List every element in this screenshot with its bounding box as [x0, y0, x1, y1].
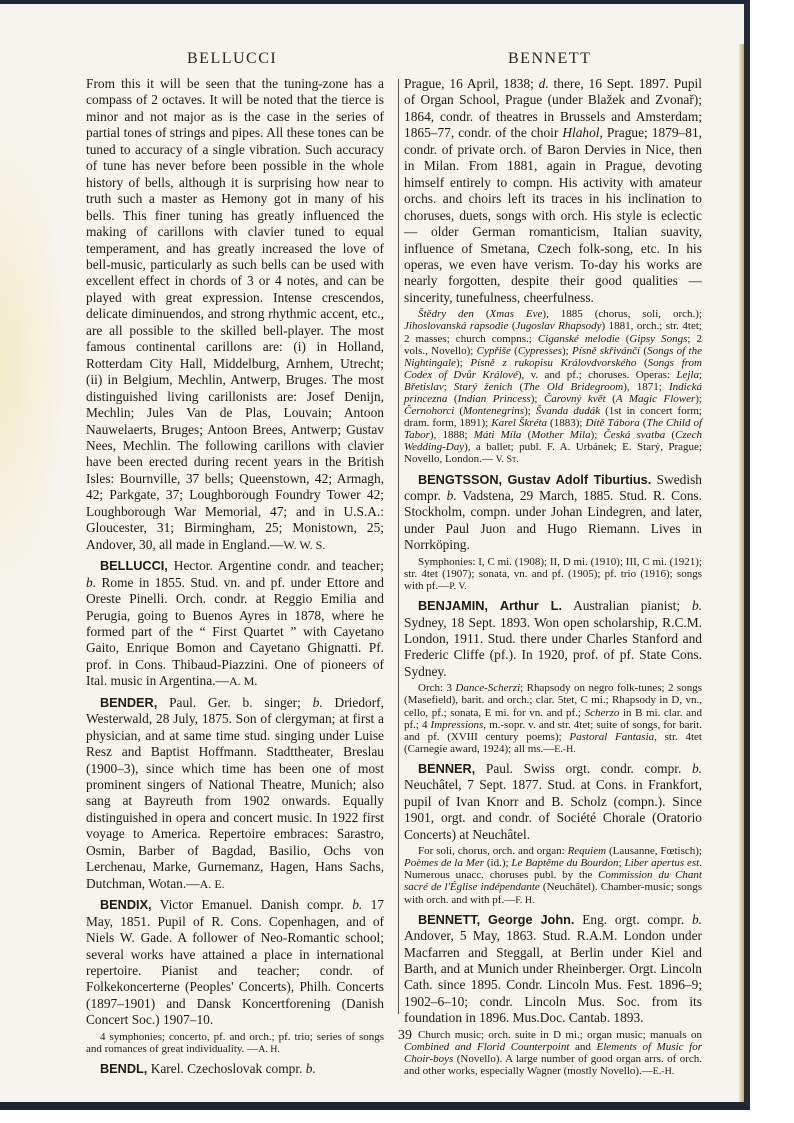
page-number: 39 [398, 1028, 412, 1043]
italic-text: Jihoslovanská rapsodie [404, 320, 509, 333]
text-span: ( [640, 344, 648, 357]
dictionary-entry [404, 598, 702, 680]
text-span: ; [443, 380, 454, 393]
italic-text: Songs from Codex of Dvůr Králové [404, 356, 702, 381]
author-initials: V. St. [495, 454, 519, 466]
text-span: Prague; 1879–81, condr. of private orch. of Baron Dervies in Nice, then in Milan. From 1881, again in Prague, devoting himself entirely to compn. His activity with amateur orchs. and choirs left its traces in his inclination to choruses, duets, songs with orch. His style is eclectic — older German romanticism, Italian suavity, influence of Smetana, Czech folk-song, etc. In his operas, we even have verism. To-day his works are nearly forgotten, despite their good qualities — sincerity, tunefulness, cheerfulness. [404, 125, 702, 305]
text-span: ( [605, 393, 616, 405]
author-initials: F. H. [515, 894, 535, 906]
text-span: ( [447, 393, 458, 405]
italic-text: The Child of Tabor [404, 417, 703, 442]
text-span: and [569, 1040, 597, 1053]
text-span: Australian pianist; [562, 598, 692, 614]
entry-headword: Gustav Adolf Tiburtius. [507, 471, 652, 487]
italic-text: b. [446, 488, 457, 504]
italic-text: Liber apertus est [624, 857, 700, 870]
italic-text: Lejla [676, 368, 699, 381]
dictionary-entry [86, 695, 384, 892]
entry-headword: George John. [487, 911, 575, 927]
left-column [86, 76, 384, 1077]
italic-text: Requiem [567, 845, 607, 858]
italic-text: b. [86, 574, 97, 590]
italic-text: A Magic Flower [615, 393, 696, 405]
right-column [404, 76, 702, 1080]
text-span: Hector. Argentine condr. and teacher; [167, 558, 384, 574]
text-span: ); [562, 344, 573, 357]
text-span: ; [698, 368, 703, 381]
text-span: Sydney, 18 Sept. 1893. Won open scholarship, R.C.M. London, 1911. Stud. there under Charles Stanford and Frederic Cliffe (pf.). In 1920, prof. of pf. State Cons. Sydney. [404, 614, 702, 679]
italic-text: Písně z rukopisu Královdvorského [470, 356, 637, 369]
author-initials: A. H. [258, 1043, 280, 1055]
dictionary-entry [86, 897, 384, 1029]
italic-text: Cypresses [517, 344, 563, 357]
italic-text: b. [691, 911, 702, 927]
text-span: ); [530, 393, 544, 405]
text-span [488, 598, 500, 613]
text-span: 4 symphonies; concerto, pf. and orch.; pf. trio; series of songs and romances of great individuality. — [86, 1030, 384, 1055]
dictionary-entry [404, 761, 702, 843]
text-span: ), v. and pf.; choruses. Operas: [517, 368, 677, 381]
text-span: , str. 4tet (Carnegie award, 1924); all ms.— [404, 730, 702, 755]
text-span: ); [695, 393, 702, 405]
works-note [404, 682, 702, 756]
italic-text: Hlahol, [562, 125, 603, 141]
italic-text: Scherzo [584, 706, 620, 719]
italic-text: Impressions [430, 718, 484, 731]
entry-headword: BENGTSSON, [418, 471, 503, 487]
entry-headword: BENJAMIN, [418, 598, 488, 614]
italic-text: Dance-Scherzi [455, 682, 521, 695]
text-span: Eng. orgt. compr. [574, 911, 692, 927]
text-span: ( [521, 429, 532, 442]
text-span: in B mi. clar. and pf.; 4 [404, 706, 702, 731]
text-span: ), 1888; [429, 429, 474, 442]
text-span: ); [590, 429, 604, 442]
italic-text: Písně skřivánčí [572, 344, 641, 357]
text-span: 17 May, 1851. Pupil of R. Cons. Copenhagen, and of Niels W. Gade. A follower of Neo-Romantic school; several works have attained a place in international repertoire. Pianist and teacher; condr. of Folkekoncerterne (Peoples' Concerts), Philh. Concerts (1897–1901) and Dansk Koncertforening (Danish Concert Soc.) 1907–10. [86, 897, 384, 1028]
italic-text: Poèmes de la Mer [404, 857, 485, 870]
column-divider [398, 79, 399, 1014]
text-span: ); [524, 405, 536, 418]
entry-headword: Arthur L. [499, 598, 562, 614]
text-span: (1883); [547, 417, 586, 430]
text-span: Neuchâtel, 7 Sept. 1877. Stud. at Cons. in Frankfort, pupil of Ivan Knorr and B. Scholz (compn.). Since 1901, orgt. and condr. of Société Chorale (Oratorio Concerts) at Neuchâtel. [404, 777, 702, 842]
text-span: Karel. Czechoslovak compr. [147, 1061, 306, 1077]
author-initials: A. E. [199, 876, 225, 891]
entry-headword: BENNER, [418, 760, 476, 776]
italic-text: Le Baptême du Bourdon [511, 857, 619, 870]
italic-text: Dítě Tábora [585, 417, 640, 430]
italic-text: b. [691, 760, 702, 776]
works-note [404, 1029, 702, 1078]
works-note [404, 845, 702, 906]
italic-text: Cypřiše [476, 344, 511, 357]
italic-text: Commission du Chant sacré de l'Église indépendante [404, 869, 702, 894]
text-span: . Numerous unacc. choruses publ. by the [404, 857, 702, 882]
continued-text [86, 76, 384, 553]
text-span: (1st in concert form; dram. form, 1891); [404, 405, 702, 430]
text-span: ; 2 vols., Novello); [404, 332, 702, 357]
italic-text: Xmas Eve [489, 308, 543, 321]
dictionary-entry [86, 558, 384, 690]
paper-stain [0, 124, 70, 604]
text-span: ( [619, 332, 630, 345]
continued-text [404, 76, 702, 306]
text-span: ), 1871; [623, 380, 670, 393]
text-span: ( [636, 356, 648, 369]
text-span: From this it will be seen that the tuning-zone has a compass of 2 octaves. It will be noted that the tierce is minor and not major as is the case in the series of partial tones of strings and pipes. All these tones can be tuned to accuracy of a single vibration. Such accuracy of tune has never before been possible in the whole history of bells, although it is surprising how near to truth such a master as Hemony got in many of his bells. This finer tuning has greatly influenced the making of carillons with clavier tuned to equal temperament, and has greatly increased the love of bell-music, particularly as such bells can be used with excellent effect in chords of 3 or 4 notes, and can be played with great expression. Intense crescendos, delicate diminuendos, and strong rhythmic accent, etc., are all possible to the skilled bell-player. The most famous continental carillons are: (i) in Holland, Rotterdam City Hall, Middelburg, Arnhem, Utrecht; (ii) in Belgium, Mechlin, Antwerp, Bruges. The most distinguished living carillonists are: Josef Denijn, Mechlin; Jules Van de Plas, Louvain; Antoon Nauwelaerts, Bruges; Antoon Brees, Antwerp; Gustav Nees, Mechlin. The following carillons with clavier have been erected during recent years in the British Isles: Bournville, 37 bells; Queenstown, 42; Armagh, 42; Parkgate, 37; Loughborough Foundry Tower 42; Loughborough War Memorial, 47; and in U.S.A.: Gloucester, 31; Birmingham, 25; Monistown, 25; Andover, 30, all made in England.— [86, 76, 384, 552]
text-span: Prague, 16 April, 1838; [404, 76, 539, 91]
author-initials: E.-H. [652, 1066, 675, 1078]
italic-text: b. [305, 1061, 316, 1077]
works-note [86, 1031, 384, 1056]
text-span: ); [455, 356, 471, 369]
italic-text: Karel Škréta [491, 417, 548, 430]
italic-text: Jugoslav Rhapsody [515, 320, 602, 333]
text-span: Orch: 3 [418, 682, 456, 695]
entry-headword: BENDIX, [100, 897, 152, 913]
italic-text: Česká svatba [603, 429, 666, 442]
text-span: ; Rhapsody on negro folk-tunes; 2 songs (Masefield), barit. and orch.; clar. 5tet, C mi.; Rhapsody in D, vn., cello, pf.; sonata, E mi. for vn. and pf.; [404, 682, 702, 719]
text-span: Paul. Swiss orgt. condr. compr. [475, 760, 692, 776]
italic-text: Czech Wedding-Day [404, 429, 702, 454]
text-span: ; [618, 857, 625, 870]
text-span: Rome in 1855. Stud. vn. and pf. under Ettore and Oreste Pinelli. Orch. condr. at Reggio Emilia and Perugia, going to Buenos Ayres in 1878, where he formed part of the “ First Quartet ” with Cayetano Gaito, Enrique Bomon and Cayetano Ghignatti. Pf. prof. in Cons. Thibaud-Piazzini. One of pioneers of Ital. music in Argentina.— [86, 574, 384, 689]
entry-headword: BENDL, [100, 1061, 148, 1077]
text-span: ( [512, 380, 524, 393]
italic-text: d. [538, 76, 549, 91]
italic-text: Montenegrins [462, 405, 525, 418]
italic-text: Břetislav [404, 380, 444, 393]
italic-text: b. [352, 897, 363, 913]
text-span: ( [665, 429, 676, 442]
text-span: Church music; orch. suite in D mi.; organ music; manuals on [418, 1028, 702, 1041]
text-span: ) 1881, orch.; str. 4tet; 2 masses; church compns.; [404, 320, 702, 345]
italic-text: Štědry den [418, 308, 474, 321]
italic-text: Černohorci [404, 405, 455, 418]
italic-text: The Old Bridegroom [523, 380, 624, 393]
italic-text: Combined and Florid Counterpoint [404, 1040, 570, 1053]
italic-text: Gipsy Songs [629, 332, 688, 345]
italic-text: Starý ženich [453, 380, 513, 393]
dictionary-entry [404, 472, 702, 554]
italic-text: Čarovný květ [543, 393, 606, 405]
text-span: ( [510, 344, 518, 357]
text-span: Andover, 5 May, 1863. Stud. R.A.M. London under Macfarren and Steggall, at Berlin under Kiel and Barth, and at Munich under Rheinberger. Orgt. Lincoln Cath. since 1895. Condr. Lincoln Mus. Fest. 1896–9; 1902–6–10; condr. Lincoln Mus. Soc. from its foundation in 1896. Mus.Doc. Cantab. 1893. [404, 928, 702, 1026]
text-span: Paul. Ger. b. singer; [157, 694, 313, 710]
text-span: ), 1885 (chorus, soli, orch.); [542, 308, 702, 321]
italic-text: Elements of Music for Choir-boys [404, 1040, 702, 1066]
text-span: ( [454, 405, 463, 418]
text-span: Symphonies: I, C mi. (1908); II, D mi. (1910); III, C mi. (1921); str. 4tet (1907); sonata, vn. and pf. (1905); pf. trio (1916); songs with pf.— [404, 555, 702, 593]
author-initials: W. W. S. [283, 537, 326, 552]
text-span: Vadstena, 29 March, 1885. Stud. R. Cons. Stockholm, compn. under Johan Lindegren, and later, under Paul Juon and Hugo Riemann. Lives in Norrköping. [404, 488, 702, 553]
entry-headword: BELLUCCI, [100, 558, 168, 574]
text-span: , m.-sopr. v. and str. 4tet; suite of songs, for barit. and pf. (XVIII century poems); [404, 718, 702, 743]
text-span: ( [639, 417, 647, 430]
italic-text: Pastoral Fantasia [569, 730, 655, 743]
italic-text: Indian Princess [457, 393, 531, 405]
text-span [480, 912, 488, 927]
text-span: Swedish compr. [404, 471, 702, 504]
text-span: (Novello). A large number of good organ arrs. of orch. and other works, especially Wagner (mostly Novello).— [404, 1053, 702, 1078]
italic-text: b. [312, 694, 323, 710]
running-head-left: BELLUCCI [187, 50, 278, 67]
author-initials: P. V. [449, 581, 467, 593]
text-span: (Neuchâtel). Chamber-music; songs with orch. and with pf.— [404, 881, 702, 906]
dictionary-entry [86, 1061, 384, 1077]
text-span: Driedorf, Westerwald, 28 July, 1875. Son of clergyman; at first a physician, and at same time stud. singing under Luise Resz and Baptist Hoffmann. Stadttheater, Breslau (1900–3), since which time has been one of most prominent singers of National Theatre, Munich; also sang at Bayreuth from 1902 onwards. Equally distinguished in opera and concert music. In 1922 first voyage to America. Repertoire embraces: Sarastro, Osmin, Barber of Bagdad, Basilio, Ochs von Lerchenau, Marke, Gurnemanz, Hagen, Hans Sachs, Dutchman, Wotan.— [86, 694, 384, 891]
running-head-right: BENNETT [508, 50, 592, 67]
entry-headword: BENNETT, [418, 911, 481, 927]
text-span: ( [508, 320, 516, 333]
author-initials: E.-H. [554, 743, 576, 755]
text-span: Victor Emanuel. Danish compr. [151, 897, 353, 913]
works-note [404, 308, 702, 466]
text-span: ), a ballet; publ. F. A. Urbánek; E. Starý, Prague; Novello, London.— [404, 441, 702, 466]
text-span: ( [473, 308, 490, 321]
italic-text: Indická princezna [404, 380, 702, 405]
entry-headword: BENDER, [100, 694, 158, 710]
italic-text: Ciganské melodie [537, 332, 620, 345]
italic-text: Máti Míla [473, 429, 522, 442]
author-initials: A. M. [228, 674, 258, 689]
italic-text: Mother Mila [531, 429, 591, 442]
italic-text: b. [691, 598, 702, 614]
works-note [404, 556, 702, 593]
italic-text: Songs of the Nightingale [404, 344, 702, 369]
dictionary-entry [404, 912, 702, 1027]
text-span: there, 16 Sept. 1897. Pupil of Organ School, Prague (under Blažek and Zvonař); 1864, condr. of theatres in Brussels and Amsterdam; 1865–77, condr. of the choir [404, 76, 702, 141]
text-span: For soli, chorus, orch. and organ: [418, 845, 568, 858]
text-span: (Lausanne, Fœtisch); [606, 845, 702, 858]
text-span: (id.); [484, 857, 512, 870]
italic-text: Švanda dudák [535, 405, 601, 418]
